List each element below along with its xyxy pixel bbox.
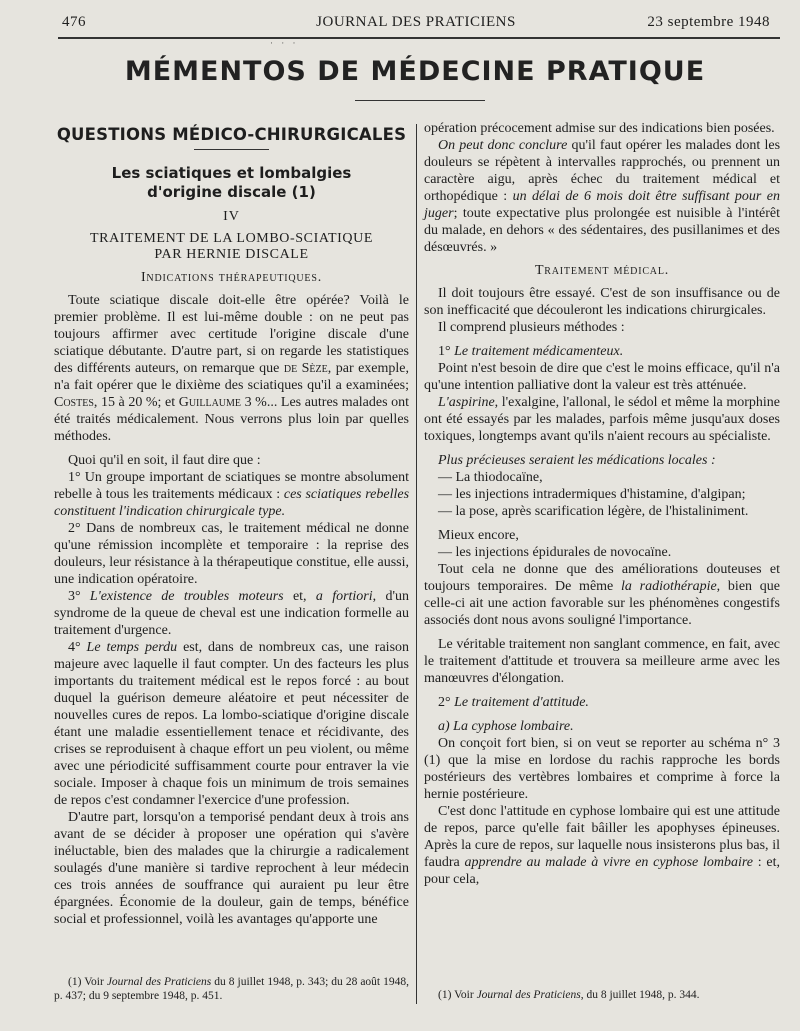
paragraph: a) La cyphose lombaire. bbox=[438, 719, 574, 734]
header-ornament: · · · bbox=[270, 38, 299, 48]
subheading-indications: Indications thérapeutiques. bbox=[140, 270, 323, 285]
paragraph: Mieux encore, bbox=[438, 528, 519, 543]
paragraph: Il doit toujours être essayé. C'est de son insuffisance ou de son inefficacité que découleront les indications chirurgicales. bbox=[424, 286, 780, 318]
list-item: — La thiodocaïne, bbox=[438, 470, 543, 485]
header-rule bbox=[58, 37, 780, 39]
list-item: — la pose, après scarification légère, de l'histaliniment. bbox=[438, 504, 749, 519]
paragraph: 1° Un groupe important de sciatiques se montre absolument rebelle à tous les traitements médicaux : ces sciatiques rebelles constituent l'indication chirurgicale type. bbox=[54, 470, 410, 519]
paragraph: Point n'est besoin de dire que c'est le moins efficace, qu'il n'a qu'une intention palliative dont la valeur est très atténuée. bbox=[424, 361, 780, 393]
paragraph: L'aspirine, l'exalgine, l'allonal, le sédol et même la morphine ont été essayés par les malades, parfois même jusqu'aux doses toxiques, longtemps avant qu'ils n'aient recours au spécialiste. bbox=[424, 395, 780, 444]
article-title-line1: Les sciatiques et lombalgies bbox=[111, 164, 352, 182]
subheading-medical: Traitement médical. bbox=[534, 263, 670, 278]
paragraph: Plus précieuses seraient les médications locales : bbox=[438, 453, 716, 468]
paragraph: C'est donc l'attitude en cyphose lombaire qui est une attitude de repos, parce qu'elle fait bâiller les apophyses épineuses. Après la cure de repos, sur laquelle nous insisterons plus bas, il faudra apprendre au malade à vivre en cyphose lombaire : et, pour cela, bbox=[424, 804, 781, 887]
paragraph: 3° L'existence de troubles moteurs et, a fortiori, d'un syndrome de la queue de cheval est une indication formelle au traitement d'urgence. bbox=[54, 589, 409, 638]
running-head bbox=[62, 10, 770, 34]
footnote-left: (1) Voir Journal des Praticiens du 8 juillet 1948, p. 343; du 28 août 1948, p. 437; du 9 septembre 1948, p. 451. bbox=[54, 976, 410, 1002]
footnote-right: (1) Voir Journal des Praticiens, du 8 juillet 1948, p. 344. bbox=[438, 989, 700, 1001]
left-column bbox=[54, 120, 409, 928]
list-item: — les injections intradermiques d'histamine, d'algipan; bbox=[438, 487, 746, 502]
paragraph: Le véritable traitement non sanglant commence, en fait, avec le traitement d'attitude et trouvera sa meilleure arme avec les manœuvres d'élongation. bbox=[424, 637, 780, 686]
page-number: 476 bbox=[62, 14, 86, 30]
paragraph: opération précocement admise sur des indications bien posées. bbox=[424, 121, 775, 136]
paragraph: 4° Le temps perdu est, dans de nombreux cas, une raison majeure avec laquelle il faut compter. Un des facteurs les plus importants du traitement médical est le repos forcé : au bout duquel la guérison demeure aléatoire et peut nécessiter de nouvelles cures de repos. La lombo-sciatique d'origine discale étant une maladie essentiellement tenace et récidivante, des crises se reproduisent à chaque effort un peu violent, ou même avec une périodicité suffisamment courte pour entraver la vie sociale. Imposer à chaque fois un minimum de trois semaines de repos c'est condamner l'exercice d'une profession. bbox=[54, 640, 410, 808]
article-subtitle-line1: TRAITEMENT DE LA LOMBO-SCIATIQUE bbox=[90, 231, 373, 246]
author-name: Costes bbox=[54, 395, 94, 410]
article-part: IV bbox=[223, 209, 240, 224]
section-heading: QUESTIONS MÉDICO-CHIRURGICALES bbox=[56, 125, 407, 144]
paragraph: On conçoit fort bien, si on veut se reporter au schéma n° 3 (1) que la mise en lordose du rachis rapproche les bords postérieurs des vertèbres lombaires et comprime à force la hernie postérieure. bbox=[424, 736, 780, 802]
page-title: MÉMENTOS DE MÉDECINE PRATIQUE bbox=[124, 56, 706, 87]
paragraph: On peut donc conclure qu'il faut opérer les malades dont les douleurs se répètent à intervalles rapprochés, ou prennent un caractère aigu, après échec du traitement médical et orthopédique : un délai de 6 mois doit être suffisant pour en juger; toute expectative plus prolongée est nuisible à l'intérêt du malade, en dehors « des sédentaires, des pusillanimes et des désœuvrés. » bbox=[424, 138, 781, 255]
paragraph: 2° Le traitement d'attitude. bbox=[438, 695, 589, 710]
article-title-line2: d'origine discale (1) bbox=[147, 183, 316, 201]
issue-date: 23 septembre 1948 bbox=[647, 14, 770, 30]
title-rule bbox=[355, 100, 485, 101]
paragraph: Tout cela ne donne que des améliorations douteuses et toujours temporaires. De même la radiothérapie, bien que celle-ci ait une action favorable sur les phénomènes congestifs associés dont nous avons souligné l'importance. bbox=[424, 562, 780, 628]
column-divider bbox=[416, 124, 417, 1004]
section-underline bbox=[194, 149, 269, 150]
author-name: de Sèze bbox=[283, 361, 328, 376]
journal-name: JOURNAL DES PRATICIENS bbox=[316, 14, 516, 30]
paragraph: 1° Le traitement médicamenteux. bbox=[438, 344, 624, 359]
paragraph: D'autre part, lorsqu'on a temporisé pendant deux à trois ans avant de se décider à proposer une opération qui s'avère inéluctable, bien des malades que la chirurgie a radicalement soulagés d'une manière si tardive reprochent à leur médecin ces trois années de souffrance qui auraient pu leur être épargnées. Économie de la douleur, gain de temps, bénéfice social et professionnel, voilà les avantages qu'apporte une bbox=[54, 810, 409, 927]
paragraph: 2° Dans de nombreux cas, le traitement médical ne donne qu'une rémission incomplète et temporaire : la reprise des douleurs, leur résistance à la thérapeutique constitue, elle aussi, une indication opératoire. bbox=[54, 521, 409, 587]
author-name: Guillaume bbox=[178, 395, 242, 410]
right-column bbox=[424, 120, 780, 888]
article-subtitle-line2: PAR HERNIE DISCALE bbox=[154, 247, 309, 262]
paragraph: Quoi qu'il en soit, il faut dire que : bbox=[68, 453, 261, 468]
list-item: — les injections épidurales de novocaïne. bbox=[438, 545, 672, 560]
paragraph: Toute sciatique discale doit-elle être opérée? Voilà le premier problème. Il est lui-même double : on ne peut pas toujours affirmer avec certitude l'origine discale d'une sciatique débutante. D'autre part, si on regarde les statistiques des différents auteurs, on remarque que de Sèze, par exemple, n'a fait opérer que le dixième des sciatiques qu'il a examinées; Costes, 15 à 20 %; et Guillaume 3 %... Les autres malades ont été traités médicalement. Nous verrons plus loin par quelles méthodes. bbox=[54, 293, 410, 444]
paragraph: Il comprend plusieurs méthodes : bbox=[438, 320, 625, 335]
